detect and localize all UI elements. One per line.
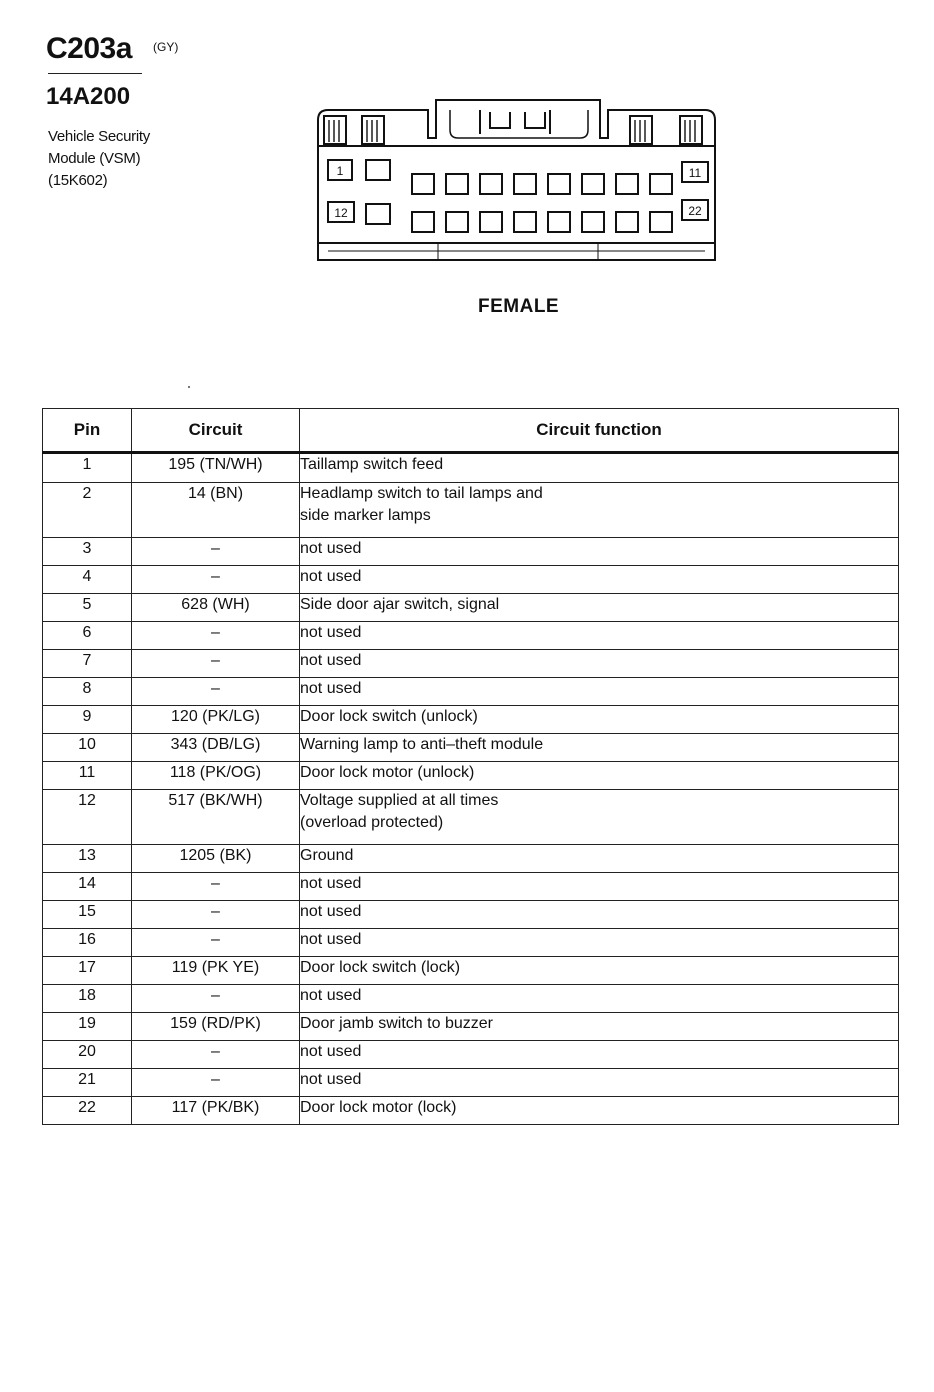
circuit-cell: – bbox=[132, 873, 300, 901]
table-header-row bbox=[43, 409, 899, 453]
function-cell: Side door ajar switch, signal bbox=[300, 594, 899, 622]
function-cell: not used bbox=[300, 1069, 899, 1097]
pin-cell: 1 bbox=[43, 453, 132, 483]
function-cell: Warning lamp to anti–theft module bbox=[300, 734, 899, 762]
circuit-cell: 343 (DB/LG) bbox=[132, 734, 300, 762]
function-cell: Voltage supplied at all times (overload protected) bbox=[300, 790, 899, 845]
pin-cell: 6 bbox=[43, 622, 132, 650]
function-cell: not used bbox=[300, 1041, 899, 1069]
module-part-number: (15K602) bbox=[48, 172, 108, 189]
table-row bbox=[43, 901, 899, 929]
table-row bbox=[43, 453, 899, 483]
function-cell: not used bbox=[300, 873, 899, 901]
table-row bbox=[43, 734, 899, 762]
pin-cell: 19 bbox=[43, 1013, 132, 1041]
function-cell: Door lock motor (lock) bbox=[300, 1097, 899, 1125]
pin-cell: 2 bbox=[43, 483, 132, 538]
pinout-table-body bbox=[43, 453, 899, 1125]
table-row bbox=[43, 538, 899, 566]
module-name-line-2: Module (VSM) bbox=[48, 150, 141, 167]
pin-cell: 21 bbox=[43, 1069, 132, 1097]
pin-cell: 18 bbox=[43, 985, 132, 1013]
circuit-cell: 120 (PK/LG) bbox=[132, 706, 300, 734]
table-row bbox=[43, 566, 899, 594]
table-row bbox=[43, 622, 899, 650]
circuit-cell: – bbox=[132, 650, 300, 678]
connector-gender-label: FEMALE bbox=[478, 296, 560, 317]
module-name-line-1: Vehicle Security bbox=[48, 128, 150, 145]
connector-id: C203a bbox=[46, 32, 132, 65]
circuit-cell: – bbox=[132, 929, 300, 957]
function-cell: not used bbox=[300, 622, 899, 650]
circuit-cell: 14 (BN) bbox=[132, 483, 300, 538]
circuit-cell: – bbox=[132, 1041, 300, 1069]
circuit-cell: – bbox=[132, 678, 300, 706]
table-row bbox=[43, 594, 899, 622]
circuit-cell: – bbox=[132, 901, 300, 929]
pin-cell: 7 bbox=[43, 650, 132, 678]
pin-cell: 5 bbox=[43, 594, 132, 622]
function-cell: Door lock motor (unlock) bbox=[300, 762, 899, 790]
pin-cell: 4 bbox=[43, 566, 132, 594]
table-row bbox=[43, 1041, 899, 1069]
pin-column-header: Pin bbox=[43, 409, 132, 453]
function-cell: Door lock switch (unlock) bbox=[300, 706, 899, 734]
function-column-header: Circuit function bbox=[300, 409, 899, 453]
circuit-cell: 119 (PK YE) bbox=[132, 957, 300, 985]
pin-cell: 12 bbox=[43, 790, 132, 845]
circuit-cell: – bbox=[132, 622, 300, 650]
table-row bbox=[43, 1097, 899, 1125]
pin-label-11: 11 bbox=[688, 166, 702, 180]
pin-cell: 9 bbox=[43, 706, 132, 734]
title-divider bbox=[48, 73, 142, 74]
stray-mark bbox=[188, 386, 190, 388]
circuit-column-header: Circuit bbox=[132, 409, 300, 453]
function-cell: Door lock switch (lock) bbox=[300, 957, 899, 985]
connector-color-code: (GY) bbox=[153, 40, 179, 54]
function-cell: not used bbox=[300, 901, 899, 929]
function-cell: Taillamp switch feed bbox=[300, 453, 899, 483]
pin-label-1: 1 bbox=[336, 164, 344, 178]
function-cell: not used bbox=[300, 929, 899, 957]
table-row bbox=[43, 1069, 899, 1097]
pin-cell: 8 bbox=[43, 678, 132, 706]
pin-label-12: 12 bbox=[334, 206, 348, 220]
circuit-cell: 195 (TN/WH) bbox=[132, 453, 300, 483]
table-row bbox=[43, 845, 899, 873]
table-row bbox=[43, 957, 899, 985]
table-row bbox=[43, 706, 899, 734]
pinout-table bbox=[42, 408, 899, 1125]
function-cell: not used bbox=[300, 538, 899, 566]
pin-cell: 13 bbox=[43, 845, 132, 873]
circuit-cell: 517 (BK/WH) bbox=[132, 790, 300, 845]
pin-cell: 17 bbox=[43, 957, 132, 985]
circuit-cell: 118 (PK/OG) bbox=[132, 762, 300, 790]
table-row bbox=[43, 873, 899, 901]
table-row bbox=[43, 762, 899, 790]
table-row bbox=[43, 790, 899, 845]
part-number: 14A200 bbox=[46, 83, 131, 110]
circuit-cell: – bbox=[132, 566, 300, 594]
table-row bbox=[43, 985, 899, 1013]
function-cell: not used bbox=[300, 678, 899, 706]
circuit-cell: 628 (WH) bbox=[132, 594, 300, 622]
function-cell: not used bbox=[300, 985, 899, 1013]
connector-face-diagram bbox=[310, 98, 720, 278]
pin-cell: 3 bbox=[43, 538, 132, 566]
pin-cell: 20 bbox=[43, 1041, 132, 1069]
pin-cell: 14 bbox=[43, 873, 132, 901]
function-cell: Headlamp switch to tail lamps and side marker lamps bbox=[300, 483, 899, 538]
pin-cell: 11 bbox=[43, 762, 132, 790]
table-row bbox=[43, 483, 899, 538]
table-row bbox=[43, 678, 899, 706]
circuit-cell: – bbox=[132, 985, 300, 1013]
table-row bbox=[43, 650, 899, 678]
pin-cell: 15 bbox=[43, 901, 132, 929]
function-cell: Door jamb switch to buzzer bbox=[300, 1013, 899, 1041]
circuit-cell: 117 (PK/BK) bbox=[132, 1097, 300, 1125]
circuit-cell: – bbox=[132, 1069, 300, 1097]
table-row bbox=[43, 929, 899, 957]
circuit-cell: – bbox=[132, 538, 300, 566]
function-cell: Ground bbox=[300, 845, 899, 873]
table-row bbox=[43, 1013, 899, 1041]
pin-label-22: 22 bbox=[688, 204, 702, 218]
pin-cell: 10 bbox=[43, 734, 132, 762]
pin-cell: 16 bbox=[43, 929, 132, 957]
circuit-cell: 1205 (BK) bbox=[132, 845, 300, 873]
pin-cell: 22 bbox=[43, 1097, 132, 1125]
function-cell: not used bbox=[300, 650, 899, 678]
function-cell: not used bbox=[300, 566, 899, 594]
circuit-cell: 159 (RD/PK) bbox=[132, 1013, 300, 1041]
